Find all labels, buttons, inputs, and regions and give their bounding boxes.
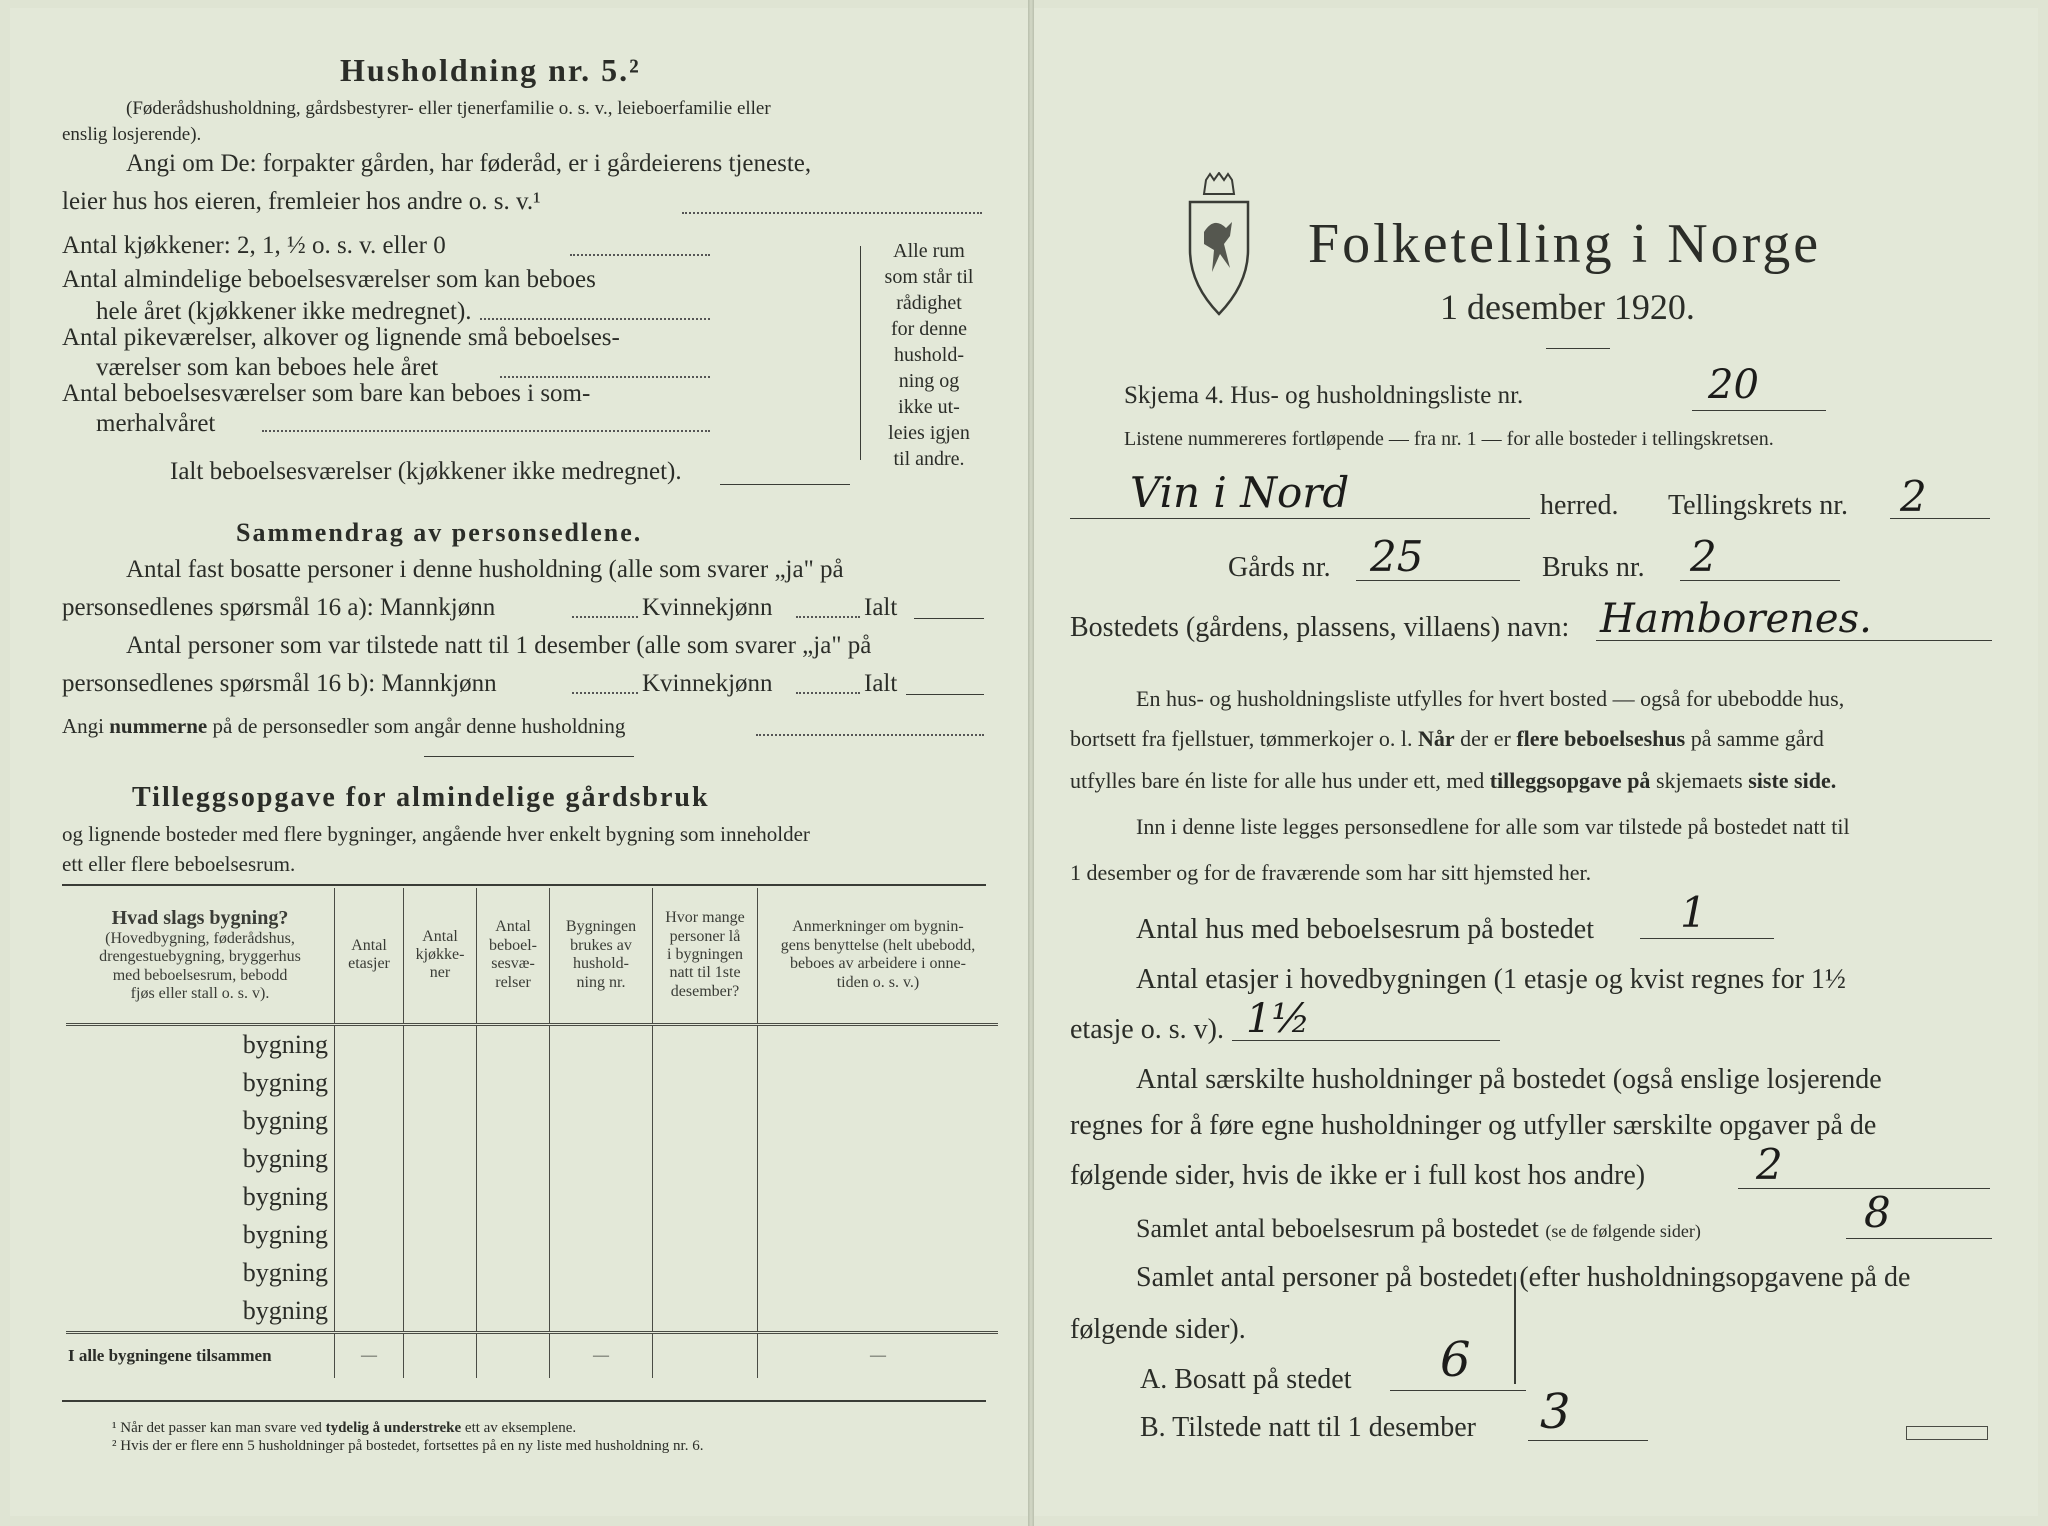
kitchens-dots: [570, 254, 710, 256]
schema-value: 20: [1708, 362, 1759, 408]
intro-line-2: enslig losjerende).: [62, 124, 202, 145]
q1-label: Antal hus med beboelsesrum på bostedet: [1136, 914, 1595, 945]
instruction-line-2: bortsett fra fjellstuer, tømmerkojer o. l. Når der er flere beboelseshus på samme gård: [1070, 726, 1824, 751]
table-row: [66, 1024, 998, 1064]
gards-value: 25: [1370, 532, 1424, 581]
printer-stamp: [1906, 1426, 1988, 1440]
summary-total-2-fill: [906, 694, 984, 695]
table-row: [66, 1292, 998, 1332]
table-row: [66, 1064, 998, 1102]
col-persons: Hvor mange personer lå i bygningen natt til 1ste desember?: [653, 888, 758, 1024]
summary-total-1-fill: [914, 618, 984, 619]
rooms-line-ordinary: Antal almindelige beboelsesværelser som kan beboes: [62, 266, 596, 293]
col-remarks: Anmerkninger om bygnin- gens benyttelse (helt ubebodd, beboes av arbeidere i onne- tiden o. s. v.): [758, 888, 999, 1024]
gards-label: Gårds nr.: [1228, 552, 1331, 583]
bruks-value: 2: [1690, 532, 1717, 581]
table-row: [66, 1140, 998, 1178]
q2-line-1: Antal etasjer i hovedbygningen (1 etasje og kvist regnes for 1½: [1136, 964, 1846, 995]
rooms-line-kitchens: Antal kjøkkener: 2, 1, ½ o. s. v. eller 0: [62, 232, 446, 259]
col-household-nr: Bygningen brukes av hushold- ning nr.: [550, 888, 653, 1024]
table-total-row: [66, 1332, 998, 1378]
summary-line-1: Antal fast bosatte personer i denne husholdning (alle som svarer „ja" på: [126, 556, 844, 583]
handwritten-tick-mark: [1514, 1272, 1516, 1384]
q5-line-1: Samlet antal personer på bostedet (efter husholdningsopgavene på de: [1136, 1262, 1911, 1293]
bosted-label: Bostedets (gårdens, plassens, villaens) navn:: [1070, 612, 1570, 643]
side-note-brace: [860, 246, 861, 460]
q4-line: [1846, 1238, 1992, 1239]
table-bottom-rule: [62, 1400, 986, 1402]
b-label: B. Tilstede natt til 1 desember: [1140, 1412, 1476, 1443]
col-floors: Antal etasjer: [335, 888, 404, 1024]
row-label: bygning: [242, 1182, 328, 1212]
krets-value: 2: [1900, 472, 1927, 521]
q1-line: [1640, 938, 1774, 939]
intro-line-1: (Føderådshusholdning, gårdsbestyrer- eller tjenerfamilie o. s. v., leieboerfamilie eller: [126, 98, 771, 119]
instruction-line-3: utfylles bare én liste for alle hus under ett, med tilleggsopgave på skjemaets siste side.: [1070, 768, 1837, 793]
total-remarks: —: [758, 1332, 999, 1378]
col-rooms: Antal beboel- sesvæ- relser: [477, 888, 550, 1024]
page-fold: [1028, 0, 1034, 1526]
norwegian-coat-of-arms-icon: [1184, 172, 1254, 322]
q1-value: 1: [1680, 888, 1707, 937]
a-line: [1390, 1390, 1526, 1391]
herred-value: Vin i Nord: [1130, 468, 1350, 517]
row-label: bygning: [242, 1029, 328, 1059]
summary-women-1-fill: [796, 616, 860, 618]
question-line-2: leier hus hos eieren, fremleier hos andre o. s. v.¹: [62, 188, 541, 215]
q3-value: 2: [1756, 1140, 1783, 1189]
col-kitchens: Antal kjøkke- ner: [404, 888, 477, 1024]
footnote-1: ¹ Når det passer kan man svare ved tydelig å understreke ett av eksemplene.: [112, 1420, 577, 1436]
table-row: [66, 1216, 998, 1254]
rooms-line-small-2: værelser som kan beboes hele året: [96, 354, 439, 381]
q2-value: 1½: [1246, 996, 1311, 1042]
rooms-total: Ialt beboelsesværelser (kjøkkener ikke medregnet).: [170, 458, 682, 485]
row-label: bygning: [242, 1106, 328, 1136]
a-label: A. Bosatt på stedet: [1140, 1364, 1352, 1395]
schema-label: Skjema 4. Hus- og husholdningsliste nr.: [1124, 382, 1524, 409]
row-label: bygning: [242, 1068, 328, 1098]
rooms-line-summer: Antal beboelsesværelser som bare kan beboes i som-: [62, 380, 591, 407]
row-label: bygning: [242, 1220, 328, 1250]
table-top-rule: [62, 884, 986, 886]
row-label: bygning: [242, 1296, 328, 1326]
row-label: bygning: [242, 1144, 328, 1174]
q3-line-3: følgende sider, hvis de ikke er i full kost hos andre): [1070, 1160, 1646, 1191]
question-line-1: Angi om De: forpakter gården, har føderåd, er i gårdeierens tjeneste,: [126, 150, 812, 177]
q5-line-2: følgende sider).: [1070, 1314, 1246, 1345]
section-divider: [424, 756, 634, 757]
summary-line-4c: Ialt: [864, 670, 898, 697]
household-title: Husholdning nr. 5.²: [340, 52, 641, 88]
summary-line-2a: personsedlenes spørsmål 16 a): Mannkjønn: [62, 594, 496, 621]
instruction-line-1: En hus- og husholdningsliste utfylles for hvert bosted — også for ubebodde hus,: [1136, 686, 1845, 711]
rooms-line-small: Antal pikeværelser, alkover og lignende små beboelses-: [62, 324, 620, 351]
schema-note: Listene nummereres fortløpende — fra nr. 1 — for alle bosteder i tellingskretsen.: [1124, 428, 1774, 450]
census-date: 1 desember 1920.: [1440, 287, 1695, 327]
numbers-fill: [756, 734, 984, 736]
summary-women-2-fill: [796, 692, 860, 694]
q4-label: Samlet antal beboelsesrum på bostedet (se de følgende sider): [1136, 1214, 1701, 1243]
small-dots: [500, 376, 710, 378]
instruction-line-5: 1 desember og for de fraværende som har sitt hjemsted her.: [1070, 860, 1592, 885]
summary-title: Sammendrag av personsedlene.: [236, 518, 643, 547]
col-building-type: Hvad slags bygning? (Hovedbygning, føderådshus, drengestuebygning, bryggerhus med beboelsesrum, bebodd fjøs eller stall o. s. v).: [66, 888, 335, 1024]
b-line: [1528, 1440, 1648, 1441]
supp-line-2: ett eller flere beboelsesrum.: [62, 852, 296, 876]
supp-line-1: og lignende bosteder med flere bygninger, angående hver enkelt bygning som inneholder: [62, 822, 810, 846]
numbers-line: Angi nummerne på de personsedler som angår denne husholdning: [62, 714, 626, 738]
summary-line-4b: Kvinnekjønn: [642, 670, 773, 697]
rooms-total-line: [720, 484, 850, 485]
title-rule: [1546, 348, 1610, 349]
summary-men-1-fill: [572, 616, 638, 618]
table-row: [66, 1178, 998, 1216]
total-label: I alle bygningene tilsammen: [66, 1332, 335, 1378]
footnote-2: ² Hvis der er flere enn 5 husholdninger på bostedet, fortsettes på en ny liste med husholdning nr. 6.: [112, 1438, 704, 1454]
buildings-table: [66, 888, 998, 1378]
b-value: 3: [1540, 1384, 1571, 1440]
bosted-value: Hamborenes.: [1600, 596, 1872, 642]
table-row: [66, 1254, 998, 1292]
total-floors: —: [335, 1332, 404, 1378]
summary-line-2c: Ialt: [864, 594, 898, 621]
a-value: 6: [1440, 1332, 1471, 1388]
summer-dots: [262, 430, 710, 432]
krets-label: Tellingskrets nr.: [1668, 490, 1849, 521]
row-label: bygning: [242, 1258, 328, 1288]
scanned-sheet: Husholdning nr. 5.² (Føderådshusholdning, gårdsbestyrer- eller tjenerfamilie o. s. v., leieboerfamilie eller enslig losjerende). Angi om De: forpakter gården, har føderåd, er i gårdeierens tjeneste, leier hus hos eieren, fremleier hos andre o. s. v.¹ Antal kjøkkener: 2, 1, ½ o. s. v. eller 0 Antal almindelige beboelsesværelser som kan beboes hele året (kjøkkener ikke medregnet). Antal pikeværelser, alkover og lignende små beboelses- værelser som kan beboes hele året Antal beboelsesværelser som bare kan beboes i som- merhalvåret Ialt beboelsesværelser (kjøkkener ikke medregnet). Alle rum som står til rådighet for denne hushold- ning og ikke ut- leies igjen til andre. Sammendrag av personsedlene. Antal fast bosatte personer i denne husholdning (alle som svarer „ja" på personsedlenes spørsmål 16 a): Mannkjønn Kvinnekjønn Ialt Antal personer som var tilstede natt til 1 desember (alle som svarer „ja" på personsedlenes spørsmål 16 b): Mannkjønn Kvinnekjønn Ialt Angi nummerne på de personsedler som angår denne husholdning Tilleggsopgave for almindelige gårdsbruk og lignende bosteder med flere bygninger, angående hver enkelt bygning som inneholder ett eller flere beboelsesrum. Hvad slags bygning? (Hovedbygning, føderådshus, drengestuebygning, bryggerhus med beboelsesrum, bebodd fjøs eller stall o. s. v). Antal etasjer Antal kjøkke- ner Antal beboel- sesvæ- relser Bygningen brukes av hushold- ning nr. Hvor mange personer lå i bygningen natt til 1ste desember? Anmerkninger om bygnin- gens benyttelse (helt ubebodd, beboes av arbeidere i onne- tiden o. s. v.) bygning bygning bygning bygning bygning bygning bygning bygning I alle bygningene tilsammen — — — ¹ Når det passer kan man svare ved tydelig å understreke ett av eksemplene. ² Hvis der er flere enn 5 husholdninger på bostedet, fortsettes på en ny liste med husholdning nr. 6. Folketelling i Norge 1 desember 1920. Skjema 4. Hus- og husholdningsliste nr. 20 Listene nummereres fortløpende — fra nr. 1 — for alle bosteder i tellingskretsen. Vin i Nord herred. Tellingskrets nr. 2 Gårds nr. 25 Bruks nr. 2 Bostedets (gårdens, plassens, villaens) navn: Hamborenes. En hus- og husholdningsliste utfylles for hvert bosted — også for ubebodde hus, bortsett fra fjellstuer, tømmerkojer o. l. Når der er flere beboelseshus på samme gård utfylles bare én liste for alle hus under ett, med tilleggsopgave på skjemaets siste side. Inn i denne liste legges personsedlene for alle som var tilstede på bostedet natt til 1 desember og for de fraværende som har sitt hjemsted her. Antal hus med beboelsesrum på bostedet 1 Antal etasjer i hovedbygningen (1 etasje og kvist regnes for 1½ etasje o. s. v). 1½ Antal særskilte husholdninger på bostedet (også enslige losjerende regnes for å føre egne husholdninger og utfyller særskilte opgaver på de følgende sider, hvis de ikke er i full kost hos andre) 2 Samlet antal beboelsesrum på bostedet (se de følgende sider) 8 Samlet antal personer på bostedet (efter husholdningsopgavene på de følgende sider). A. Bosatt på stedet 6 B. Tilstede natt til 1 desember 3: [0, 0, 2048, 1526]
q4-value: 8: [1864, 1188, 1891, 1237]
schema-line: [1692, 410, 1826, 411]
summary-line-4a: personsedlenes spørsmål 16 b): Mannkjønn: [62, 670, 497, 697]
herred-line: [1070, 518, 1530, 519]
question-fill-line: [682, 212, 982, 214]
summary-men-2-fill: [572, 692, 638, 694]
total-household: —: [550, 1332, 653, 1378]
q3-line-1: Antal særskilte husholdninger på bostedet (også enslige losjerende: [1136, 1064, 1882, 1095]
summary-line-2b: Kvinnekjønn: [642, 594, 773, 621]
ordinary-dots: [480, 318, 710, 320]
table-header-row: [66, 888, 998, 1024]
q3-line-2: regnes for å føre egne husholdninger og utfyller særskilte opgaver på de: [1070, 1110, 1877, 1141]
rooms-line-summer-2: merhalvåret: [96, 410, 216, 437]
summary-line-3: Antal personer som var tilstede natt til 1 desember (alle som svarer „ja" på: [126, 632, 872, 659]
census-title: Folketelling i Norge: [1308, 213, 1822, 275]
bruks-label: Bruks nr.: [1542, 552, 1645, 583]
instruction-line-4: Inn i denne liste legges personsedlene for alle som var tilstede på bostedet natt til: [1136, 814, 1850, 839]
supp-title: Tilleggsopgave for almindelige gårdsbruk: [132, 782, 710, 813]
q2-line-2: etasje o. s. v).: [1070, 1014, 1224, 1045]
table-row: [66, 1102, 998, 1140]
herred-label: herred.: [1540, 490, 1619, 521]
rooms-line-ordinary-2: hele året (kjøkkener ikke medregnet).: [96, 298, 472, 325]
